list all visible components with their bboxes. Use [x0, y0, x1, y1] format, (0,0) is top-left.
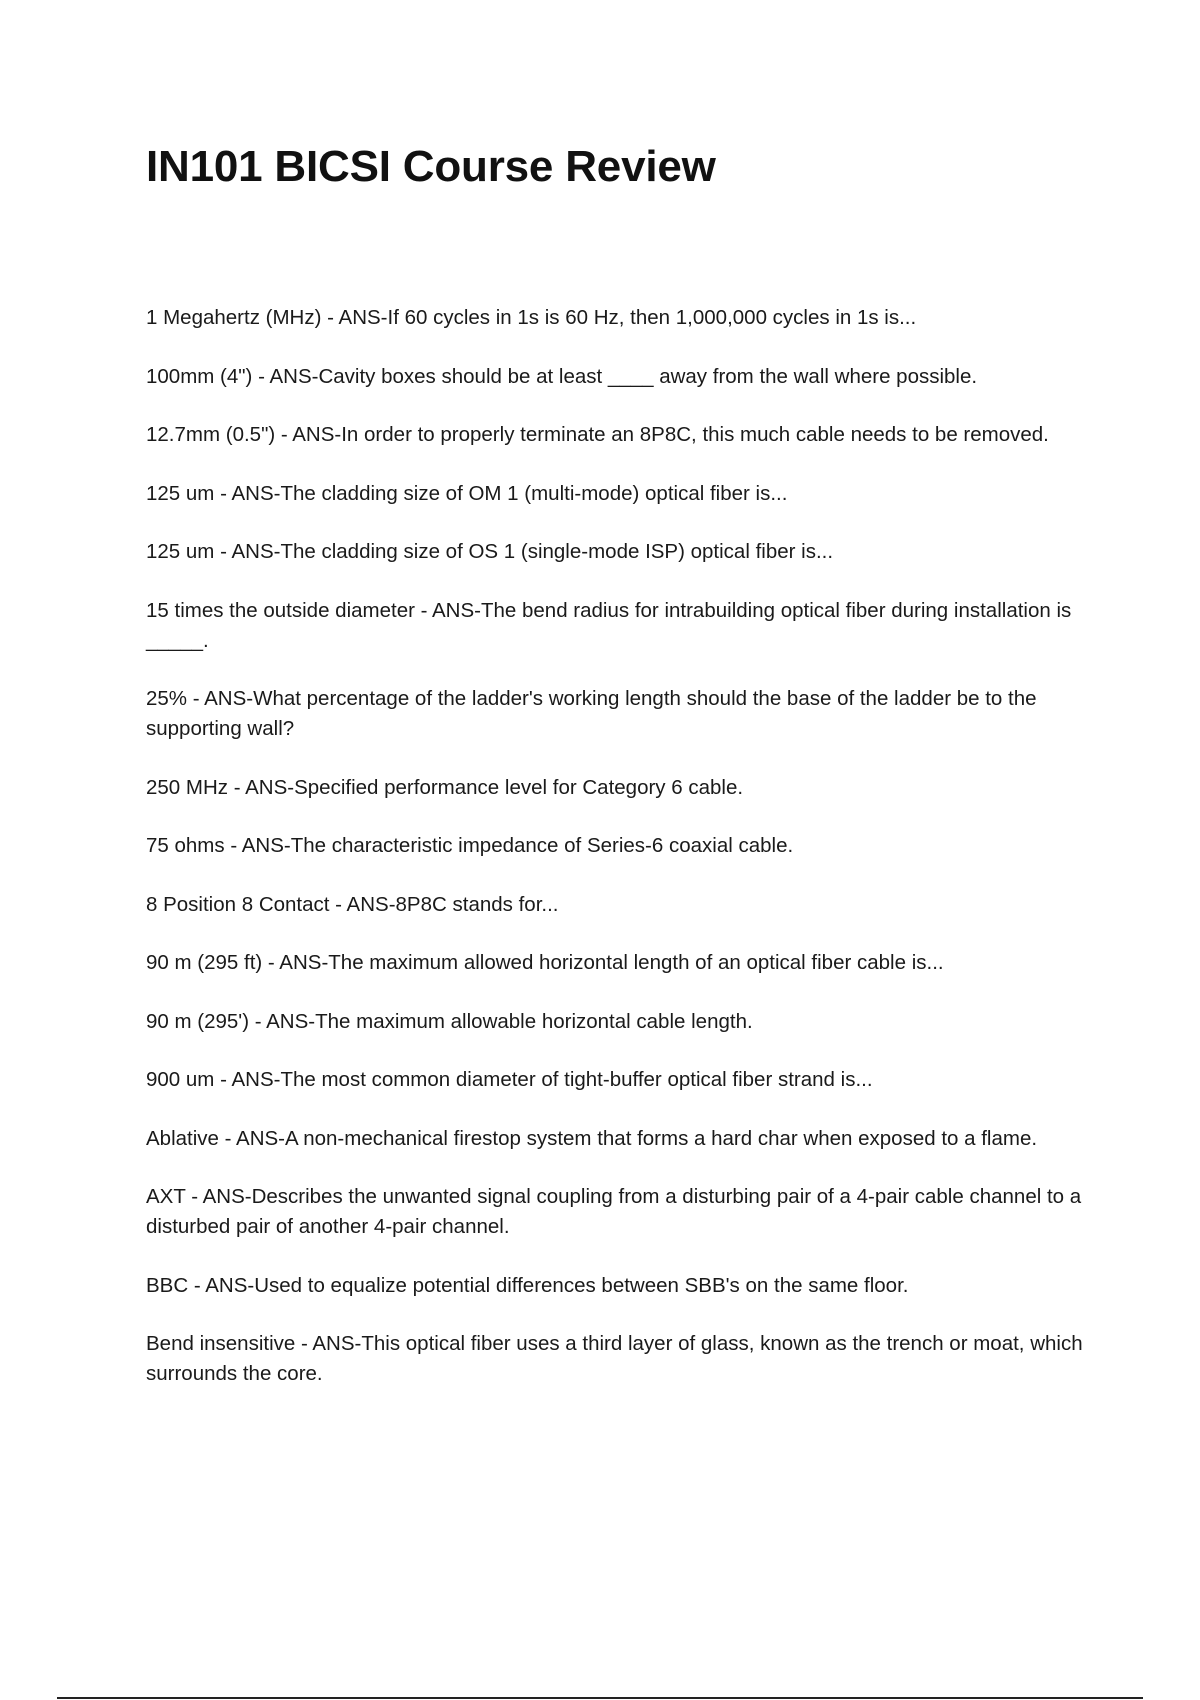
review-entry: 1 Megahertz (MHz) - ANS-If 60 cycles in 1s is 60 Hz, then 1,000,000 cycles in 1s is... — [146, 306, 917, 329]
review-entry: Bend insensitive - ANS-This optical fiber uses a third layer of glass, known as the trench or moat, which surrounds the core. — [146, 1332, 1083, 1385]
review-entry: 8 Position 8 Contact - ANS-8P8C stands for... — [146, 892, 559, 916]
review-entry: 15 times the outside diameter - ANS-The bend radius for intrabuilding optical fiber during installation is _____. — [146, 598, 1072, 652]
review-entry: 75 ohms - ANS-The characteristic impedance of Series-6 coaxial cable. — [146, 834, 794, 857]
page-title: IN101 BICSI Course Review — [146, 142, 716, 191]
review-entry: 125 um - ANS-The cladding size of OS 1 (single-mode ISP) optical fiber is... — [146, 540, 834, 563]
review-entry: Ablative - ANS-A non-mechanical firestop system that forms a hard char when exposed to a flame. — [146, 1126, 1038, 1150]
review-entry: BBC - ANS-Used to equalize potential differences between SBB's on the same floor. — [146, 1273, 909, 1297]
review-entry: AXT - ANS-Describes the unwanted signal coupling from a disturbing pair of a 4-pair cable channel to a disturbed pair of another 4-pair channel. — [146, 1185, 1082, 1238]
review-entry: 100mm (4") - ANS-Cavity boxes should be at least ____ away from the wall where possible. — [146, 364, 978, 388]
review-entry-list — [146, 303, 1086, 1418]
review-entry: 12.7mm (0.5") - ANS-In order to properly terminate an 8P8C, this much cable needs to be removed. — [146, 423, 1049, 446]
review-entry: 90 m (295') - ANS-The maximum allowable horizontal cable length. — [146, 1009, 753, 1033]
review-entry: 90 m (295 ft) - ANS-The maximum allowed horizontal length of an optical fiber cable is... — [146, 951, 944, 974]
review-entry: 125 um - ANS-The cladding size of OM 1 (multi-mode) optical fiber is... — [146, 481, 788, 505]
review-entry: 25% - ANS-What percentage of the ladder's working length should the base of the ladder be to the supporting wall? — [146, 687, 1037, 740]
review-entry: 900 um - ANS-The most common diameter of tight-buffer optical fiber strand is... — [146, 1068, 873, 1091]
review-entry: 250 MHz - ANS-Specified performance level for Category 6 cable. — [146, 775, 744, 799]
footer-divider — [57, 1697, 1143, 1699]
